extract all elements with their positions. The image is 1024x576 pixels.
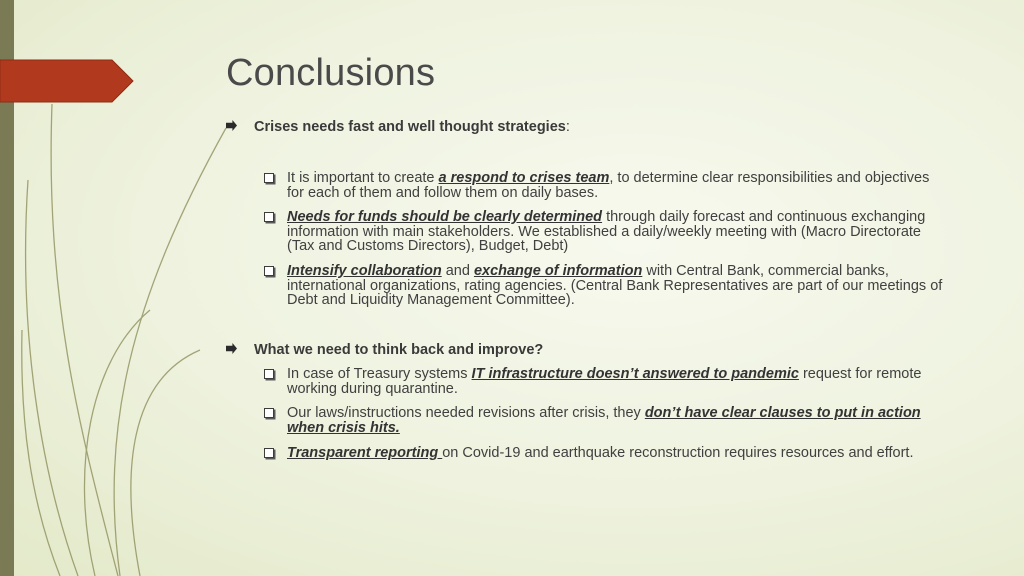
section2-heading: What we need to think back and improve? <box>254 342 544 358</box>
item-text: through daily forecast and continuous exchanging information with main stakeholders. We established a daily/weekly meeting with (Macro Directorate (Tax and Customs Directors), Budget, Debt) <box>287 209 926 254</box>
checkbox-bullet-icon <box>264 448 274 458</box>
item-text: It is important to create <box>287 170 439 186</box>
item-emphasis: exchange of information <box>473 263 643 279</box>
item-text: In case of Treasury systems <box>287 366 472 382</box>
arrow-bullet-icon <box>226 343 237 354</box>
item-text: request for remote working during quarantine. <box>287 366 922 397</box>
item-text: on Covid-19 and earthquake reconstruction requires resources and effort. <box>442 445 914 461</box>
item-text: Our laws/instructions needed revisions after crisis, they <box>287 405 645 421</box>
item-emphasis: Intensify collaboration <box>287 263 442 279</box>
red-accent-tab <box>0 0 136 110</box>
checkbox-bullet-icon <box>264 369 274 379</box>
slide-title: Conclusions <box>226 52 436 94</box>
item-text: with Central Bank, commercial banks, international organizations, rating agencies. (Central Bank Representatives are part of our meetings of Debt and Liquidity Management Committee). <box>287 263 943 308</box>
item-emphasis: Transparent reporting <box>287 445 443 461</box>
checkbox-bullet-icon <box>264 173 274 183</box>
section1-heading-suffix: : <box>565 119 570 135</box>
item-text: , to determine clear responsibilities and objectives for each of them and follow them on daily bases. <box>287 170 930 201</box>
item-emphasis: Needs for funds should be clearly determined <box>287 209 603 225</box>
item-emphasis: don’t have clear clauses to put in action when crisis hits. <box>287 405 921 436</box>
checkbox-bullet-icon <box>264 408 274 418</box>
arrow-bullet-icon <box>226 120 237 131</box>
checkbox-bullet-icon <box>264 212 274 222</box>
item-emphasis: IT infrastructure doesn’t answered to pandemic <box>471 366 799 382</box>
item-emphasis: a respond to crises team <box>438 170 610 186</box>
section1-heading: Crises needs fast and well thought strategies <box>254 119 566 135</box>
item-text: and <box>441 263 474 279</box>
checkbox-bullet-icon <box>264 266 274 276</box>
